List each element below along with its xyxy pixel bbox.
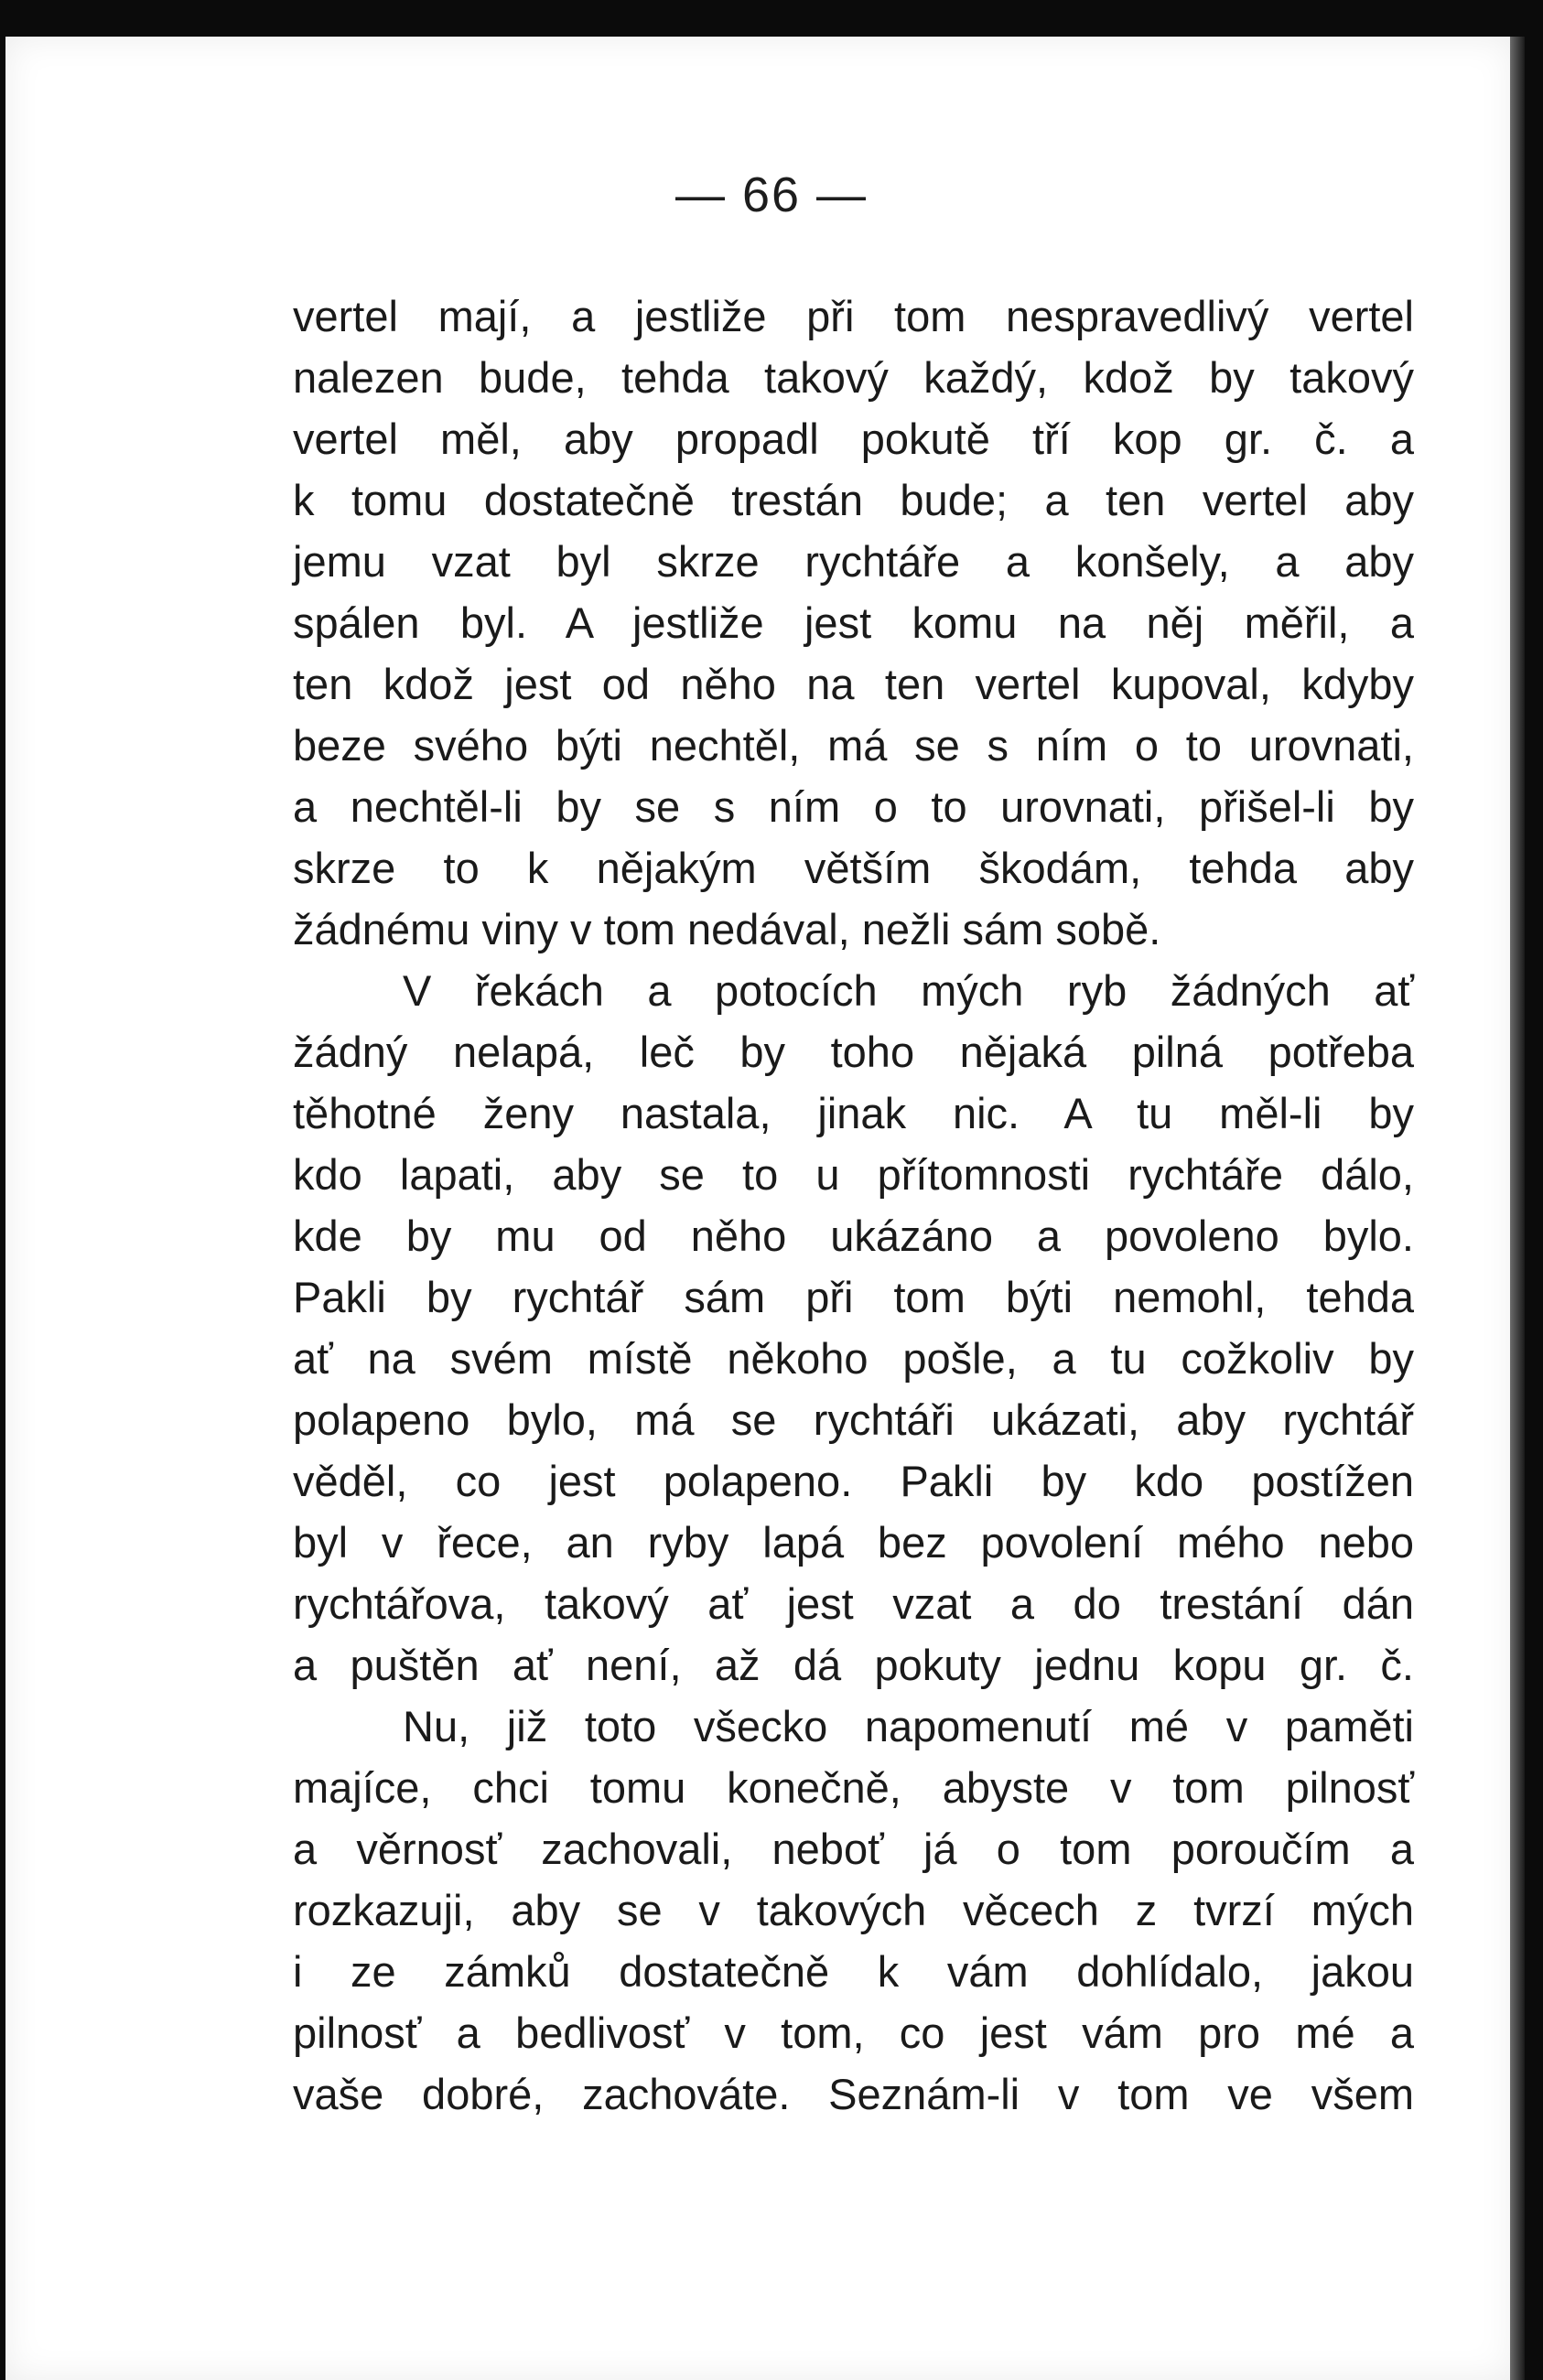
text-line: majíce, chci tomu konečně, abyste v tom pilnosť (293, 1763, 1414, 1812)
text-line: skrze to k nějakým větším škodám, tehda aby (293, 844, 1414, 892)
text-line: i ze zámků dostatečně k vám dohlídalo, jakou (293, 1947, 1414, 1996)
text-line: věděl, co jest polapeno. Pakli by kdo postížen (293, 1457, 1414, 1505)
text-line: vertel měl, aby propadl pokutě tří kop gr. č. a (293, 415, 1414, 463)
text-line: beze svého býti nechtěl, má se s ním o to urovnati, (293, 721, 1414, 770)
text-line: těhotné ženy nastala, jinak nic. A tu měl-li by (293, 1089, 1414, 1137)
text-line: Nu, již toto všecko napomenutí mé v paměti (403, 1702, 1414, 1750)
text-line: kde by mu od něho ukázáno a povoleno bylo. (293, 1212, 1414, 1260)
text-line: žádný nelapá, leč by toho nějaká pilná potřeba (293, 1028, 1414, 1076)
text-line: kdo lapati, aby se to u přítomnosti rychtáře dálo, (293, 1150, 1414, 1199)
text-line: a puštěn ať není, až dá pokuty jednu kopu gr. č. (293, 1641, 1414, 1689)
page-edge-shadow (1510, 37, 1525, 2380)
text-line: a nechtěl-li by se s ním o to urovnati, přišel-li by (293, 782, 1414, 831)
text-line: žádnému viny v tom nedával, nežli sám sobě. (293, 905, 1161, 953)
text-line: vertel mají, a jestliže při tom nespravedlivý vertel (293, 292, 1414, 340)
text-line: jemu vzat byl skrze rychtáře a konšely, a aby (293, 537, 1414, 586)
text-line: V řekách a potocích mých ryb žádných ať (403, 966, 1414, 1015)
text-line: ten kdož jest od něho na ten vertel kupoval, kdyby (293, 660, 1414, 708)
text-line: Pakli by rychtář sám při tom býti nemohl, tehda (293, 1273, 1414, 1321)
text-line: pilnosť a bedlivosť v tom, co jest vám pro mé a (293, 2008, 1414, 2057)
text-line: rozkazuji, aby se v takových věcech z tvrzí mých (293, 1886, 1414, 1934)
text-line: spálen byl. A jestliže jest komu na něj měřil, a (293, 598, 1414, 647)
text-line: nalezen bude, tehda takový každý, kdož by takový (293, 353, 1414, 402)
text-line: rychtářova, takový ať jest vzat a do trestání dán (293, 1579, 1414, 1628)
text-line: polapeno bylo, má se rychtáři ukázati, aby rychtář (293, 1395, 1414, 1444)
body-text (293, 285, 1414, 2125)
text-line: a věrnosť zachovali, neboť já o tom poroučím a (293, 1825, 1414, 1873)
text-line: vaše dobré, zachováte. Seznám-li v tom ve všem (293, 2070, 1414, 2118)
text-line: ať na svém místě někoho pošle, a tu cožkoliv by (293, 1334, 1414, 1383)
text-line: k tomu dostatečně trestán bude; a ten vertel aby (293, 476, 1414, 524)
page-number: — 66 — (674, 167, 869, 222)
text-line: byl v řece, an ryby lapá bez povolení mého nebo (293, 1518, 1414, 1567)
